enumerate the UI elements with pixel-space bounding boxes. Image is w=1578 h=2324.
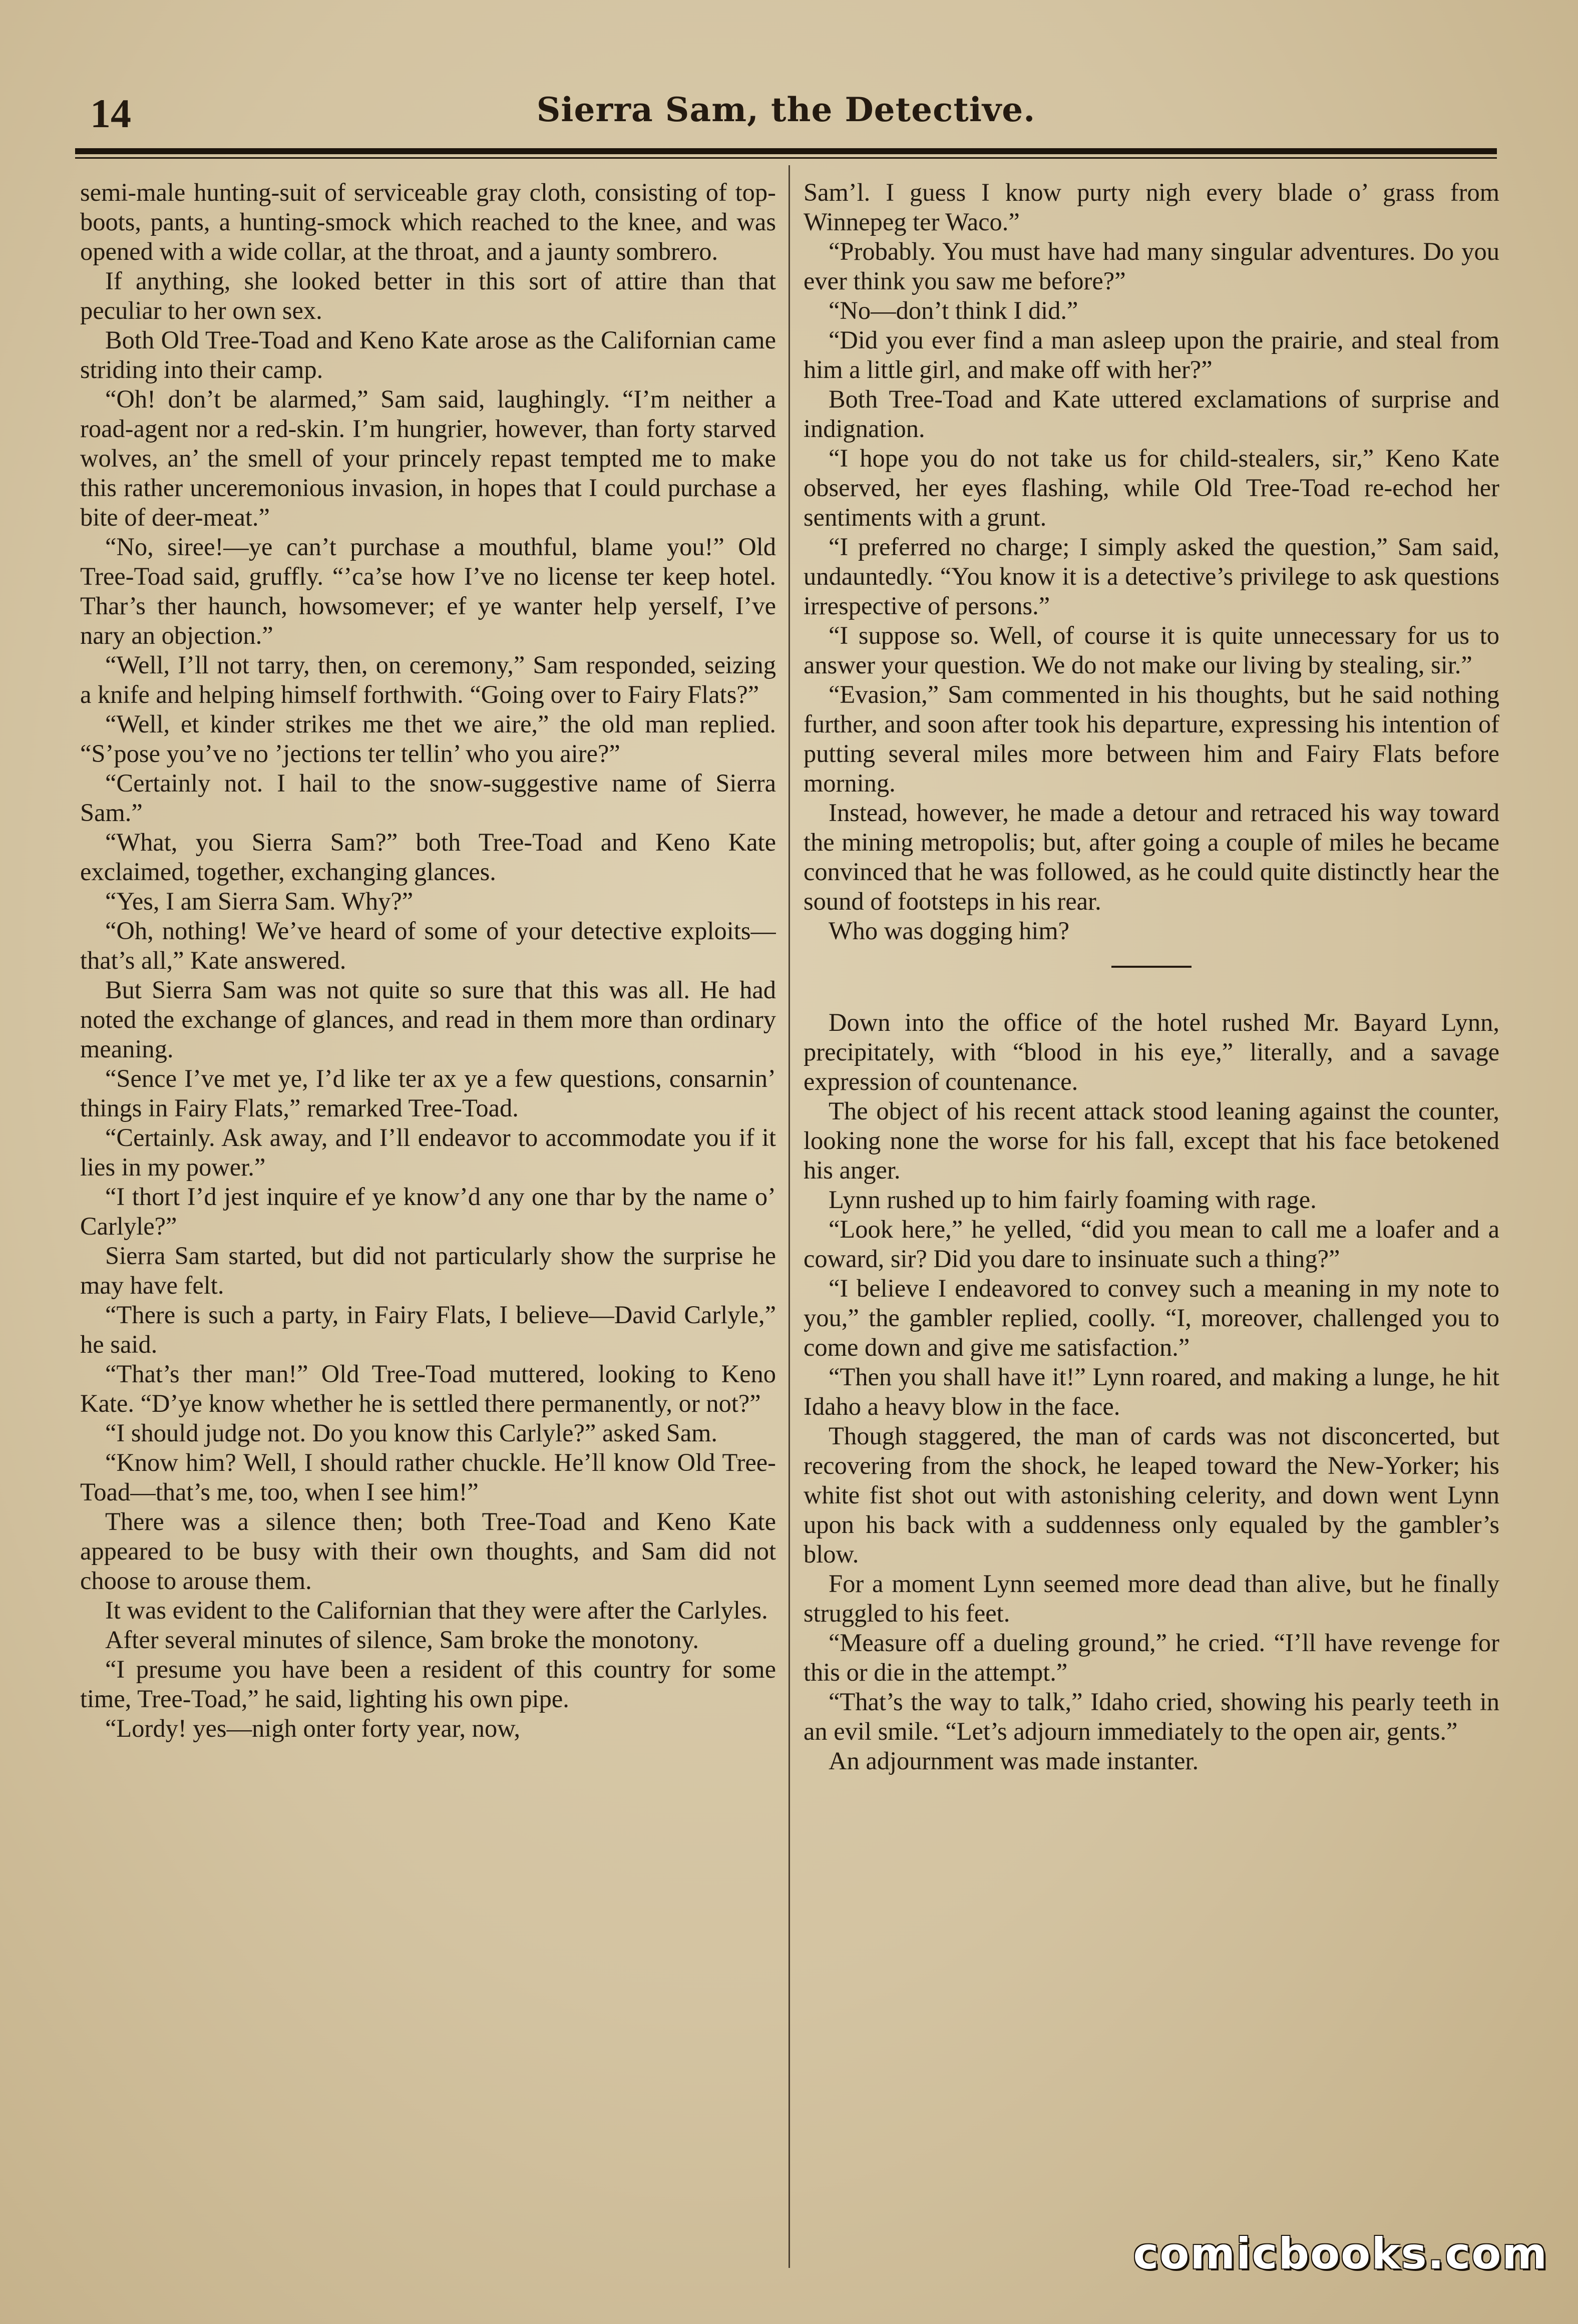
page-header <box>75 90 1497 135</box>
paragraph: “Yes, I am Sierra Sam. Why?” <box>105 887 414 915</box>
paragraph: “Oh, nothing! We’ve heard of some of your detective exploits—that’s all,” Kate answered. <box>80 917 776 974</box>
paragraph: Lynn rushed up to him fairly foaming with rage. <box>829 1186 1317 1214</box>
paragraph: “There is such a party, in Fairy Flats, I believe—David Carlyle,” he said. <box>80 1301 776 1358</box>
paragraph: “Oh! don’t be alarmed,” Sam said, laughingly. “I’m neither a road-agent nor a red-skin. I’m hungrier, however, than forty starved wolves, an’ the smell of your princely repast tempted me to make this rather unceremonious invasion, in hopes that I could purchase a bite of deer-meat.” <box>80 385 776 531</box>
header-rule <box>75 148 1497 154</box>
paragraph: “Well, I’ll not tarry, then, on ceremony,” Sam responded, seizing a knife and helping himself forthwith. “Going over to Fairy Flats?” <box>80 651 776 708</box>
paragraph: For a moment Lynn seemed more dead than alive, but he finally struggled to his feet. <box>804 1570 1499 1627</box>
paragraph: The object of his recent attack stood leaning against the counter, looking none the worse for his fall, except that his face betokened his anger. <box>804 1097 1499 1184</box>
paragraph: “Certainly not. I hail to the snow-suggestive name of Sierra Sam.” <box>80 769 776 827</box>
paragraph: “I presume you have been a resident of this country for some time, Tree-Toad,” he said, lighting his own pipe. <box>80 1655 776 1713</box>
paragraph: “Lordy! yes—nigh onter forty year, now, <box>105 1714 521 1742</box>
paragraph: “Evasion,” Sam commented in his thoughts, but he said nothing further, and soon after took his departure, expressing his intention of putting several miles more between him and Fairy Flats before morning. <box>804 680 1499 797</box>
paragraph: “Sence I’ve met ye, I’d like ter ax ye a few questions, consarnin’ things in Fairy Flats,” remarked Tree-Toad. <box>80 1064 776 1122</box>
paragraph: It was evident to the Californian that they were after the Carlyles. <box>105 1596 768 1624</box>
paragraph: There was a silence then; both Tree-Toad and Keno Kate appeared to be busy with their own thoughts, and Sam did not choose to arouse them. <box>80 1507 776 1595</box>
paragraph: “What, you Sierra Sam?” both Tree-Toad and Keno Kate exclaimed, together, exchanging glances. <box>80 828 776 886</box>
paragraph: “Certainly. Ask away, and I’ll endeavor to accommodate you if it lies in my power.” <box>80 1123 776 1181</box>
paragraph: Who was dogging him? <box>829 917 1070 945</box>
paragraph: “That’s ther man!” Old Tree-Toad muttered, looking to Keno Kate. “D’ye know whether he is settled there permanently, or not?” <box>80 1360 776 1417</box>
paragraph: After several minutes of silence, Sam broke the monotony. <box>105 1626 699 1654</box>
paragraph: “Measure off a dueling ground,” he cried. “I’ll have revenge for this or die in the attempt.” <box>804 1629 1499 1686</box>
paragraph: “Know him? Well, I should rather chuckle. He’ll know Old Tree-Toad—that’s me, too, when I see him!” <box>80 1448 776 1506</box>
paragraph: If anything, she looked better in this sort of attire than that peculiar to her own sex. <box>80 267 776 324</box>
right-column <box>804 178 1499 2280</box>
paragraph: “Well, et kinder strikes me thet we aire,” the old man replied. “S’pose you’ve no ’jections ter tellin’ who you aire?” <box>80 710 776 767</box>
paragraph: Instead, however, he made a detour and retraced his way toward the mining metropolis; but, after going a couple of miles he became convinced that he was followed, as he could quite distinctly hear the sound of footsteps in his rear. <box>804 799 1499 915</box>
running-title: Sierra Sam, the Detective. <box>536 90 1036 129</box>
page-number: 14 <box>90 91 131 136</box>
paragraph: Both Tree-Toad and Kate uttered exclamations of surprise and indignation. <box>804 385 1499 443</box>
paragraph: Down into the office of the hotel rushed Mr. Bayard Lynn, precipitately, with “blood in his eye,” literally, and a savage expression of countenance. <box>804 1008 1499 1095</box>
left-column <box>80 178 776 2280</box>
paragraph: Though staggered, the man of cards was not disconcerted, but recovering from the shock, he leaped toward the New-Yorker; his white fist shot out with astonishing celerity, and down went Lynn upon his back with a suddenness only equaled by the gambler’s blow. <box>804 1422 1499 1568</box>
paragraph: “I suppose so. Well, of course it is quite unnecessary for us to answer your question. We do not make our living by stealing, sir.” <box>804 621 1499 679</box>
paragraph: But Sierra Sam was not quite so sure that this was all. He had noted the exchange of glances, and read in them more than ordinary meaning. <box>80 976 776 1063</box>
paragraph: “Look here,” he yelled, “did you mean to call me a loafer and a coward, sir? Did you dare to insinuate such a thing?” <box>804 1215 1499 1273</box>
paragraph: “No, siree!—ye can’t purchase a mouthful, blame you!” Old Tree-Toad said, gruffly. “’ca’se how I’ve no license ter keep hotel. Thar’s ther haunch, howsomever; ef ye wanter help yerself, I’ve nary an objection.” <box>80 533 776 649</box>
paragraph: “Then you shall have it!” Lynn roared, and making a lunge, he hit Idaho a heavy blow in the face. <box>804 1363 1499 1420</box>
column-divider <box>788 165 790 2268</box>
watermark: comicbooks.com <box>1133 2229 1548 2279</box>
paragraph: Sam’l. I guess I know purty nigh every blade o’ grass from Winnepeg ter Waco.” <box>804 178 1499 236</box>
paragraph: “Did you ever find a man asleep upon the prairie, and steal from him a little girl, and make off with her?” <box>804 326 1499 383</box>
paragraph: “I should judge not. Do you know this Carlyle?” asked Sam. <box>105 1419 718 1447</box>
paragraph: Both Old Tree-Toad and Keno Kate arose as the Californian came striding into their camp. <box>80 326 776 383</box>
paragraph: “I thort I’d jest inquire ef ye know’d any one thar by the name o’ Carlyle?” <box>80 1183 776 1240</box>
paragraph: “That’s the way to talk,” Idaho cried, showing his pearly teeth in an evil smile. “Let’s adjourn immediately to the open air, gents.” <box>804 1688 1499 1745</box>
paragraph: Sierra Sam started, but did not particularly show the surprise he may have felt. <box>80 1242 776 1299</box>
section-break-rule <box>1111 966 1192 968</box>
paragraph: “Probably. You must have had many singular adventures. Do you ever think you saw me before?” <box>804 237 1499 295</box>
paragraph: “No—don’t think I did.” <box>829 296 1078 324</box>
paragraph: An adjournment was made instanter. <box>829 1747 1199 1775</box>
paragraph: “I believe I endeavored to convey such a meaning in my note to you,” the gambler replied, coolly. “I, moreover, challenged you to come down and give me satisfaction.” <box>804 1274 1499 1361</box>
paragraph: “I preferred no charge; I simply asked the question,” Sam said, undauntedly. “You know it is a detective’s privilege to ask questions irrespective of persons.” <box>804 533 1499 620</box>
header-rule-thin <box>75 157 1497 159</box>
paragraph: “I hope you do not take us for child-stealers, sir,” Keno Kate observed, her eyes flashing, while Old Tree-Toad re-echod her sentiments with a grunt. <box>804 444 1499 531</box>
paragraph: semi-male hunting-suit of serviceable gray cloth, consisting of top-boots, pants, a hunting-smock which reached to the knee, and was opened with a wide collar, at the throat, and a jaunty sombrero. <box>80 178 776 265</box>
